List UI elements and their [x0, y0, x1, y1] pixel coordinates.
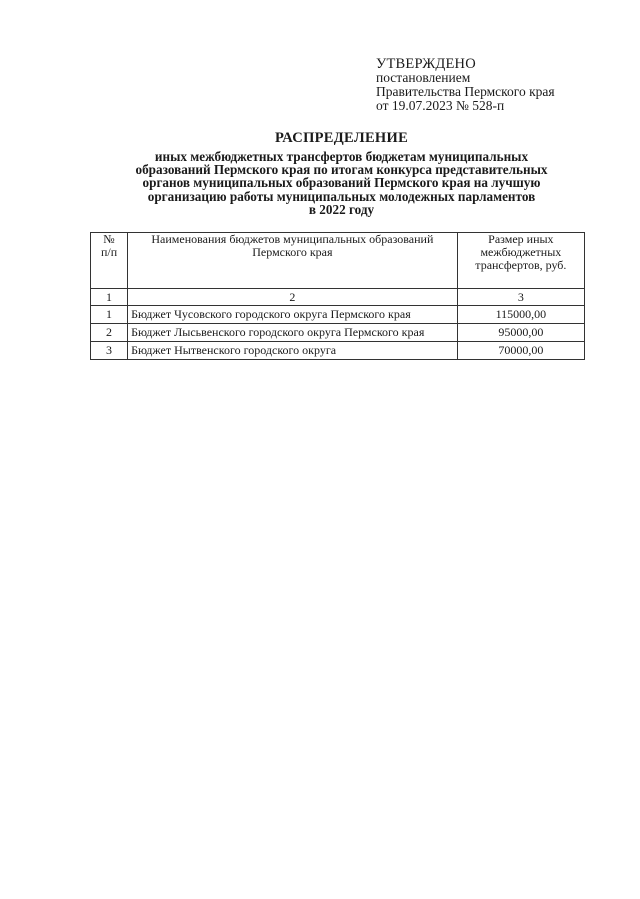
row-number: 2 — [91, 324, 128, 342]
approval-stamp — [376, 57, 555, 113]
subtitle-line: организацию работы муниципальных молодежных парламентов — [147, 188, 536, 204]
header-num-symbol: № — [103, 232, 115, 246]
row-amount: 115000,00 — [457, 306, 584, 324]
subtitle-line: иных межбюджетных трансфертов бюджетам муниципальных — [154, 149, 529, 164]
column-index-cell: 2 — [128, 289, 458, 306]
distribution-table — [90, 232, 585, 360]
table-row — [91, 342, 585, 360]
header-name-line: Пермского края — [252, 245, 333, 259]
header-amount-line: Размер иных — [488, 232, 554, 246]
document-title: РАСПРЕДЕЛЕНИЕ — [274, 130, 409, 146]
approval-line-date-number: от 19.07.2023 № 528-п — [376, 98, 505, 113]
row-amount: 70000,00 — [457, 342, 584, 360]
row-amount: 95000,00 — [457, 324, 584, 342]
row-budget-name: Бюджет Лысьвенского городского округа Пермского края — [128, 324, 458, 342]
table-header-row — [91, 233, 585, 289]
subtitle-line: образований Пермского края по итогам конкурса представительных — [135, 162, 548, 178]
row-budget-name: Бюджет Чусовского городского округа Пермского края — [128, 306, 458, 324]
column-index-cell: 3 — [457, 289, 584, 306]
header-amount-line: межбюджетных — [480, 245, 562, 259]
header-name-line: Наименования бюджетов муниципальных образований — [151, 232, 434, 246]
table-row — [91, 324, 585, 342]
approval-heading: УТВЕРЖДЕНО — [376, 56, 476, 72]
header-amount — [457, 233, 584, 289]
header-num-abbr: п/п — [100, 245, 118, 259]
header-num — [91, 233, 128, 289]
header-amount-line: трансфертов, руб. — [475, 258, 567, 272]
approval-line-government: Правительства Пермского края — [376, 84, 555, 99]
approval-line-decree: постановлением — [376, 70, 471, 85]
header-name — [128, 233, 458, 289]
table-row — [91, 306, 585, 324]
subtitle-line: в 2022 году — [308, 201, 375, 217]
row-number: 3 — [91, 342, 128, 360]
row-budget-name: Бюджет Нытвенского городского округа — [128, 342, 458, 360]
column-index-cell: 1 — [91, 289, 128, 306]
subtitle-line: органов муниципальных образований Пермского края на лучшую — [142, 175, 541, 191]
row-number: 1 — [91, 306, 128, 324]
document-subtitle — [90, 150, 593, 216]
table-column-index-row — [91, 289, 585, 306]
